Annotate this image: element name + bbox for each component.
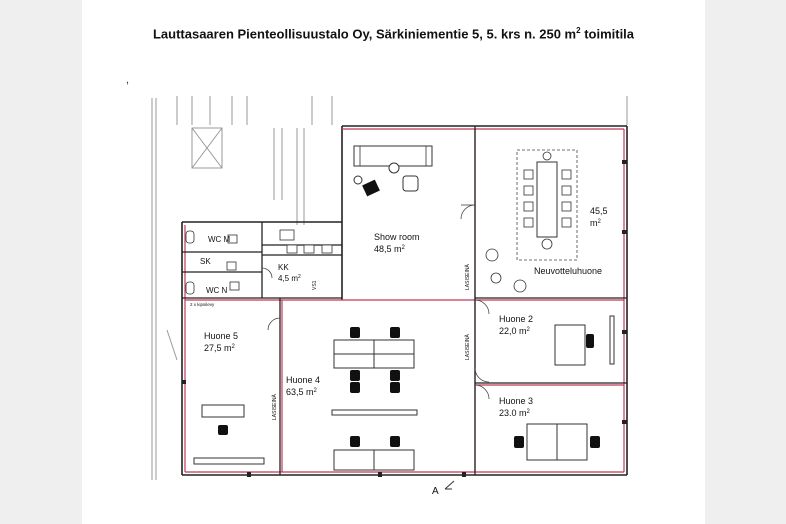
neuvotteluhuone-name: Neuvotteluhuone: [534, 266, 603, 276]
vs1-label: VS1: [312, 280, 318, 290]
lasiseina-label-3: LASISEINÄ: [272, 394, 278, 420]
title-sup: 2: [576, 26, 581, 35]
huone5-area: 27,5 $m^2$: [204, 343, 235, 353]
huone4-area: 63,5 $m^2$: [286, 387, 317, 397]
huone3-area: 23.0 $m^2$: [499, 408, 530, 418]
wc-m-label: WC M: [208, 235, 231, 244]
kk-area: 4,5 $m^2$: [278, 274, 301, 283]
kipsilevy-label: 2 x kipsilevy: [190, 302, 215, 307]
kk-name: KK: [278, 263, 289, 272]
stray-mark: ,: [126, 74, 130, 86]
show-room-name: Show room: [374, 232, 420, 242]
neuvotteluhuone-area-2: $m^2$: [590, 218, 601, 228]
huone2-name: Huone 2: [499, 314, 534, 324]
show-room-area: 48,5 $m^2$: [374, 244, 405, 254]
floor-plan: [82, 0, 705, 524]
huone4-name: Huone 4: [286, 375, 321, 385]
title-suffix: toimitila: [580, 26, 635, 42]
huone5-desk: [194, 405, 264, 464]
section-marker: A: [432, 486, 439, 497]
huone2-area: 22,0 $m^2$: [499, 326, 530, 336]
huone5-name: Huone 5: [204, 331, 239, 341]
huone4-desks: [332, 327, 417, 470]
huone2-desk: [555, 316, 614, 365]
document-page: [82, 0, 705, 524]
lasiseina-label-2: LASISEINÄ: [465, 334, 471, 360]
show-room-furniture: [354, 146, 432, 196]
huone3-name: Huone 3: [499, 396, 534, 406]
sk-label: SK: [200, 257, 211, 266]
neuvotteluhuone-area-1: 45,5: [590, 206, 608, 216]
title-text: Lauttasaaren Pienteollisuustalo Oy, Särkiniementie 5, 5. krs n. 250 m: [152, 26, 577, 42]
lasiseina-label-1: LASISEINÄ: [465, 264, 471, 290]
wc-n-label: WC N: [206, 286, 228, 295]
huone3-desks: [514, 424, 600, 460]
